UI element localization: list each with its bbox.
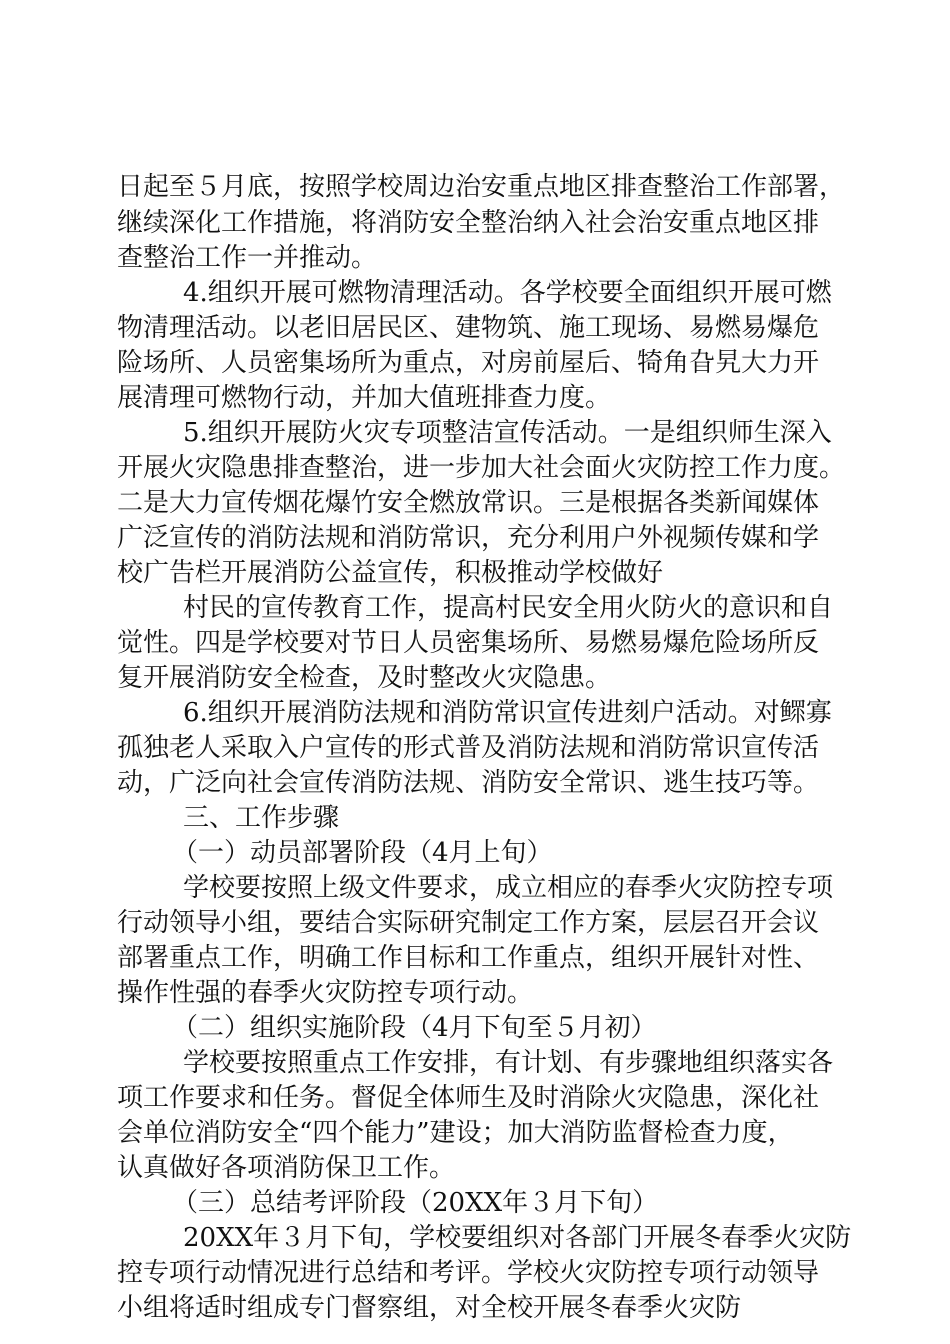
text-line: 操作性强的春季火灾防控专项行动。 — [117, 978, 534, 1008]
text-line: 认真做好各项消防保卫工作。 — [117, 1153, 456, 1183]
text-line: 校广告栏开展消防公益宣传，积极推动学校做好 — [117, 558, 664, 588]
text-line: 项工作要求和任务。督促全体师生及时消除火灾隐患，深化社 — [117, 1083, 820, 1113]
subsection-heading: （二）组织实施阶段（4月下旬至５月初） — [172, 1013, 657, 1043]
text-line: 4.组织开展可燃物清理活动。各学校要全面组织开展可燃 — [183, 278, 832, 308]
text-line: 险场所、人员密集场所为重点，对房前屋后、犄角旮旯大力开 — [117, 348, 820, 378]
section-heading: 三、工作步骤 — [183, 803, 340, 833]
text-line: 查整治工作一并推动。 — [117, 243, 378, 273]
text-line: 会单位消防安全“四个能力”建设；加大消防监督检查力度， — [117, 1118, 794, 1148]
text-line: 村民的宣传教育工作，提高村民安全用火防火的意识和自 — [183, 593, 834, 623]
text-line: 广泛宣传的消防法规和消防常识，充分利用户外视频传媒和学 — [117, 523, 820, 553]
text-line: 继续深化工作措施，将消防安全整治纳入社会治安重点地区排 — [117, 208, 820, 238]
subsection-heading: （三）总结考评阶段（20XX年３月下旬） — [172, 1188, 659, 1218]
text-line: 20XX年３月下旬，学校要组织对各部门开展冬春季火灾防 — [183, 1223, 852, 1253]
text-line: 二是大力宣传烟花爆竹安全燃放常识。三是根据各类新闻媒体 — [117, 488, 820, 518]
text-line: 复开展消防安全检查，及时整改火灾隐患。 — [117, 663, 612, 693]
text-line: 学校要按照上级文件要求，成立相应的春季火灾防控专项 — [183, 873, 834, 903]
text-line: 学校要按照重点工作安排，有计划、有步骤地组织落实各 — [183, 1048, 834, 1078]
text-line: 部署重点工作，明确工作目标和工作重点，组织开展针对性、 — [117, 943, 820, 973]
text-line: 小组将适时组成专门督察组，对全校开展冬春季火灾防 — [117, 1293, 742, 1323]
text-line: 日起至５月底，按照学校周边治安重点地区排查整治工作部署， — [117, 172, 846, 202]
text-line: 物清理活动。以老旧居民区、建物筑、施工现场、易燃易爆危 — [117, 313, 820, 343]
text-line: 觉性。四是学校要对节日人员密集场所、易燃易爆危险场所反 — [117, 628, 820, 658]
text-line: 行动领导小组，要结合实际研究制定工作方案，层层召开会议 — [117, 908, 820, 938]
text-line: 5.组织开展防火灾专项整洁宣传活动。一是组织师生深入 — [183, 418, 832, 448]
text-line: 孤独老人采取入户宣传的形式普及消防法规和消防常识宣传活 — [117, 733, 820, 763]
text-line: 6.组织开展消防法规和消防常识宣传进刻户活动。对鳏寡 — [183, 698, 832, 728]
text-line: 展清理可燃物行动，并加大值班排查力度。 — [117, 383, 612, 413]
text-line: 控专项行动情况进行总结和考评。学校火灾防控专项行动领导 — [117, 1258, 820, 1288]
text-line: 开展火灾隐患排查整治，进一步加大社会面火灾防控工作力度。 — [117, 453, 846, 483]
text-line: 动，广泛向社会宣传消防法规、消防安全常识、逃生技巧等。 — [117, 768, 820, 798]
subsection-heading: （一）动员部署阶段（4月上旬） — [172, 838, 553, 868]
